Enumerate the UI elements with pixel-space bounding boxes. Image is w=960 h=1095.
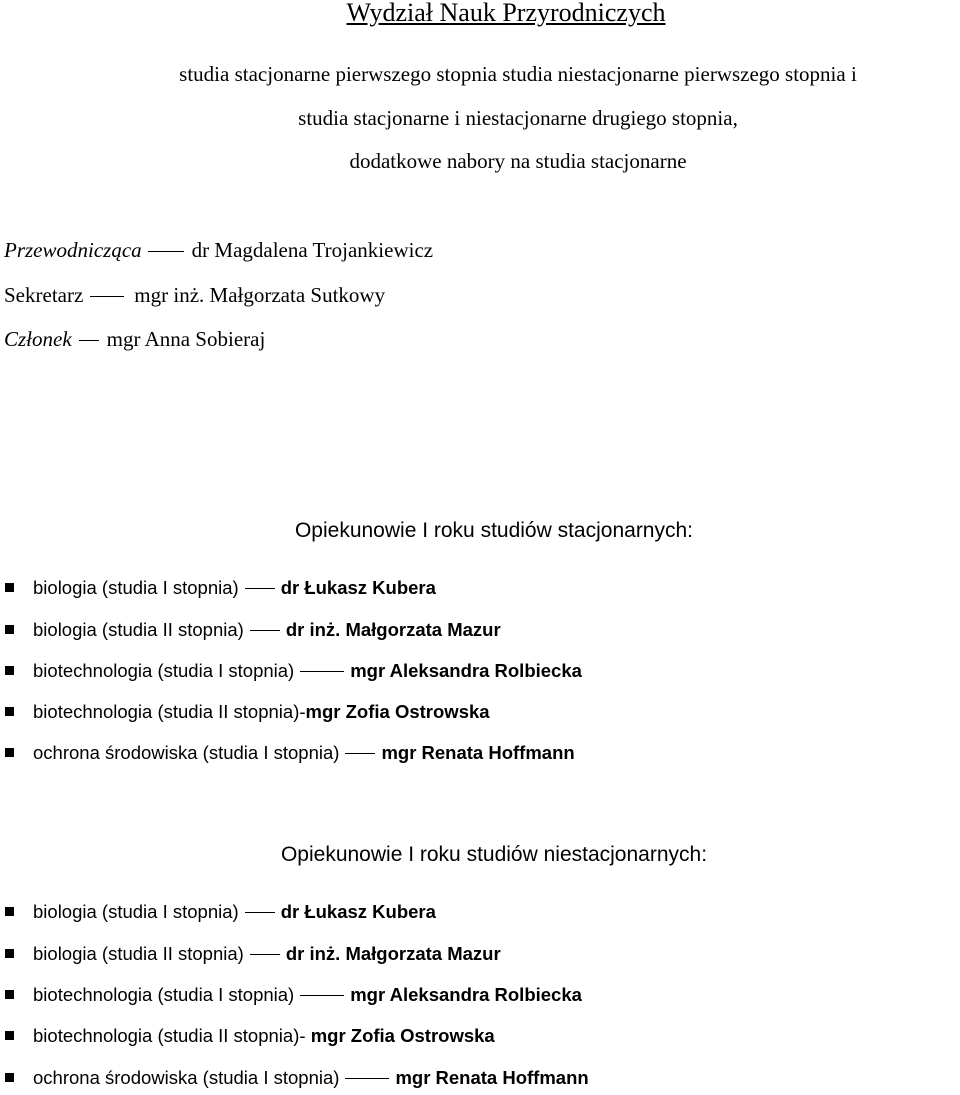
advisor-name: mgr Aleksandra Rolbiecka — [350, 984, 582, 1005]
bullet-icon — [5, 990, 14, 999]
list-item — [5, 984, 582, 1006]
course-name: biologia (studia I stopnia) — [33, 901, 239, 922]
bullet-icon — [5, 707, 14, 716]
hyphen-separator: - — [299, 701, 306, 722]
list-item — [5, 701, 490, 723]
bullet-icon — [5, 907, 14, 916]
subtitle-line-3: dodatkowe nabory na studia stacjonarne — [349, 149, 687, 173]
bullet-icon — [5, 583, 14, 592]
course-name: biologia (studia II stopnia) — [33, 619, 244, 640]
section-heading-niestacjonarne: Opiekunowie I roku studiów niestacjonarnych: — [280, 843, 708, 866]
bullet-icon — [5, 1073, 14, 1082]
advisor-name: mgr Zofia Ostrowska — [305, 701, 490, 722]
list-item — [5, 742, 575, 764]
committee-role: Sekretarz — [4, 283, 84, 307]
dash-separator — [245, 912, 275, 913]
advisor-name: dr inż. Małgorzata Mazur — [285, 943, 501, 964]
dash-separator — [300, 671, 344, 672]
bullet-icon — [5, 625, 14, 634]
committee-role: Członek — [4, 327, 72, 351]
committee-person: dr Magdalena Trojankiewicz — [191, 238, 434, 262]
bullet-icon — [5, 949, 14, 958]
advisor-name: dr Łukasz Kubera — [280, 901, 436, 922]
dash-separator — [345, 753, 375, 754]
list-item — [5, 619, 501, 641]
list-item — [5, 577, 436, 599]
course-name: biologia (studia I stopnia) — [33, 577, 239, 598]
advisor-name: mgr Renata Hoffmann — [395, 1067, 589, 1088]
course-name: biotechnologia (studia I stopnia) — [33, 984, 295, 1005]
committee-member — [4, 327, 265, 352]
subtitle-line-2: studia stacjonarne i niestacjonarne drugiego stopnia, — [298, 106, 738, 130]
list-item — [5, 943, 501, 965]
committee-role: Przewodnicząca — [4, 238, 142, 262]
course-name: biologia (studia II stopnia) — [33, 943, 244, 964]
advisor-name: mgr Zofia Ostrowska — [310, 1025, 495, 1046]
advisor-name: mgr Aleksandra Rolbiecka — [350, 660, 582, 681]
course-name: biotechnologia (studia II stopnia) — [33, 701, 300, 722]
course-name: ochrona środowiska (studia I stopnia) — [33, 1067, 340, 1088]
bullet-icon — [5, 748, 14, 757]
bullet-icon — [5, 1031, 14, 1040]
dash-separator — [148, 251, 184, 252]
committee-chair — [4, 238, 433, 263]
list-item — [5, 901, 436, 923]
advisor-name: mgr Renata Hoffmann — [381, 742, 575, 763]
course-name: biotechnologia (studia I stopnia) — [33, 660, 295, 681]
dash-separator — [345, 1078, 389, 1079]
bullet-icon — [5, 666, 14, 675]
list-item — [5, 1067, 589, 1089]
hyphen-separator: - — [299, 1025, 311, 1046]
dash-separator — [250, 630, 280, 631]
page-title: Wydział Nauk Przyrodniczych — [346, 0, 666, 27]
dash-separator — [90, 296, 124, 297]
dash-separator — [245, 588, 275, 589]
dash-separator — [79, 340, 99, 341]
section-heading-stacjonarne: Opiekunowie I roku studiów stacjonarnych: — [294, 519, 694, 542]
advisor-name: dr Łukasz Kubera — [280, 577, 436, 598]
dash-separator — [250, 954, 280, 955]
committee-person: mgr inż. Małgorzata Sutkowy — [134, 283, 386, 307]
advisor-name: dr inż. Małgorzata Mazur — [285, 619, 501, 640]
committee-person: mgr Anna Sobieraj — [106, 327, 266, 351]
course-name: biotechnologia (studia II stopnia) — [33, 1025, 300, 1046]
course-name: ochrona środowiska (studia I stopnia) — [33, 742, 340, 763]
list-item — [5, 660, 582, 682]
dash-separator — [300, 995, 344, 996]
committee-secretary — [4, 283, 385, 308]
subtitle-line-1: studia stacjonarne pierwszego stopnia studia niestacjonarne pierwszego stopnia i — [179, 62, 857, 86]
list-item — [5, 1025, 495, 1047]
